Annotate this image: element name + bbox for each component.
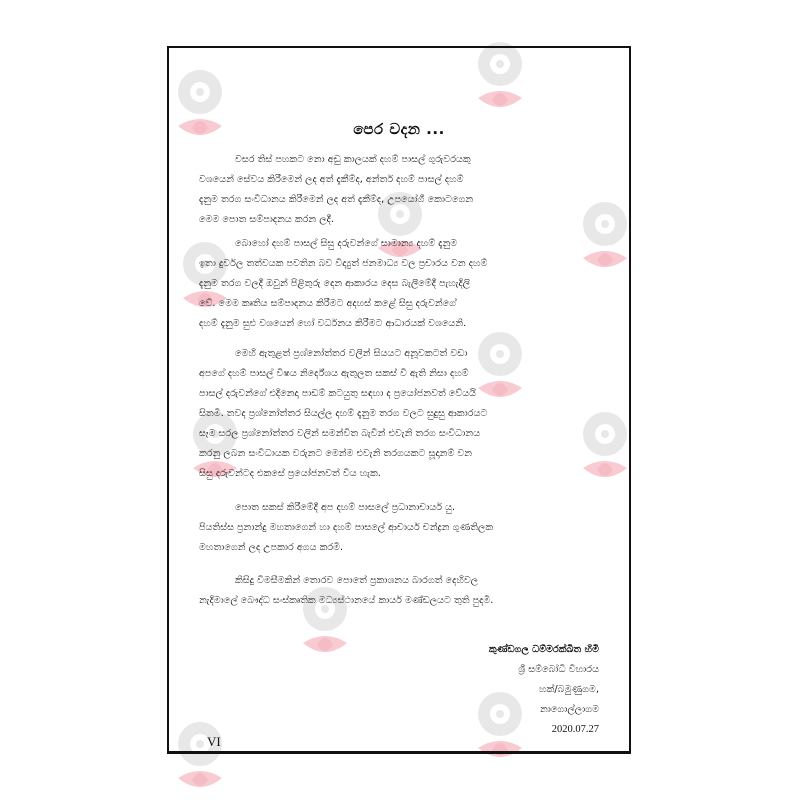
signature-block xyxy=(359,640,599,740)
line: සෑම සරල ප්‍රශ්නෝත්තර වලින් සමන්විත බැවින් එවැනි තරග සංවිධානය xyxy=(199,428,481,439)
author-name: කුණ්ඩගල ධම්මරක්ඛිත හිමි xyxy=(488,644,599,655)
line: බොහෝ දහම් පාසල් සිසු දරුවන්ගේ සාමාන්‍ය දහම් දැනුම xyxy=(235,238,458,249)
line: දැනුම තරග සංවිධානය කිරීමෙන් ලද අත් දැකීම්ද, උපයෝගී කොටගෙන xyxy=(199,194,474,205)
line: වසර තිස් පහකට නො අඩු කාලයක් දහම් පාසල් ගුරුවරයකු xyxy=(235,154,471,165)
paragraph-5 xyxy=(199,571,601,611)
line: සිතමි. තවද ප්‍රශ්නෝත්තර සියල්ල දහම් දැනුම තරග වලට සුදුසු ආකාරයට xyxy=(199,408,488,419)
page-title: පෙර වදන ... xyxy=(353,120,445,138)
line: ඉතා දුර්වල තත්වයක පවතින බව විද්‍යුත් ජනමාධ්‍ය වල ප්‍රචාරය වන දහම් xyxy=(199,258,488,269)
line: කිසිදු විමසීමකින් තොරව පොතේ ප්‍රකාශනය බාරගත් දෙහිවල xyxy=(235,575,479,586)
paragraph-1 xyxy=(199,150,601,230)
address-line: හක්/බමුණුගම, xyxy=(539,684,599,695)
line: නැදිමාලේ බෞද්ධ සංස්කෘතික මධ්‍යස්ථානයේ කාර්ය මණ්ඩලයට තුති පුදමි. xyxy=(199,595,494,606)
temple-name: ශ්‍රී සම්බෝධි විහාරය xyxy=(518,664,599,675)
line: මහතාගෙන් ලද උපකාර අගය කරමි. xyxy=(199,542,344,553)
address-line: නාගොල්ලාගම xyxy=(539,704,599,715)
line: දහම් දැනුම සුළු වශයෙන් හෝ වර්ධනය කිරීමට ආධාරයක් වශයෙනි. xyxy=(199,318,467,329)
line: සිසු දරුවන්ටද එකසේ ප්‍රයෝජනවත් විය හැක. xyxy=(199,468,381,479)
line: වශයෙන් සේවය කිරීමෙන් ලද අත් දැකීම්ද, අන්තර් දහම් පාසල් දහම් xyxy=(199,174,464,185)
paragraph-3 xyxy=(199,344,601,484)
line: පියතිස්ස ප්‍රනාන්දු මහතාගෙන් හා දහම් පාසලේ ආචාර්ය චන්ද්‍රන ගුණතිලක xyxy=(199,522,494,533)
page-number: VI xyxy=(207,734,221,749)
page-frame xyxy=(167,46,631,754)
paragraph-2 xyxy=(199,234,601,334)
line: මෙම පොත සම්පාදනය කරන ලදී. xyxy=(199,214,334,225)
date: 2020.07.27 xyxy=(551,724,599,735)
line: වේ. මෙම කෘතිය සම්පාදනය කිරීමට අදහස් කළේ සිසු දරුවන්ගේ xyxy=(199,298,457,309)
line: දැනුම තරග වලදී ඔවුන් පිළිතුරු දෙන ආකාරය දෙස බැලීමේදී පැහැදිලි xyxy=(199,278,471,289)
line: මෙහි ඇතුළත් ප්‍රශ්නෝත්තර වලින් සියයට අනූවකටත් වඩා xyxy=(235,348,468,359)
line: පොත සකස් කිරීමේදී අප දහම් පාසලේ ප්‍රධානාචාර්ය යු. xyxy=(235,502,456,513)
line: කරනු ලබන සංවිධායක වරුනට මෙන්ම එවැනි තරගයකට සූදානම් වන xyxy=(199,448,473,459)
line: අපගේ දහම් පාසල් විෂය නිර්දේශය ඇතුලත සකස් වී ඇති නිසා දහම් xyxy=(199,368,469,379)
line: පාසල් දරුවන්ගේ එදිනෙදා පාඩම් කටයුතු සඳහා ද ප්‍රයෝජනවත් වේයයි xyxy=(199,388,477,399)
paragraph-4 xyxy=(199,498,601,558)
